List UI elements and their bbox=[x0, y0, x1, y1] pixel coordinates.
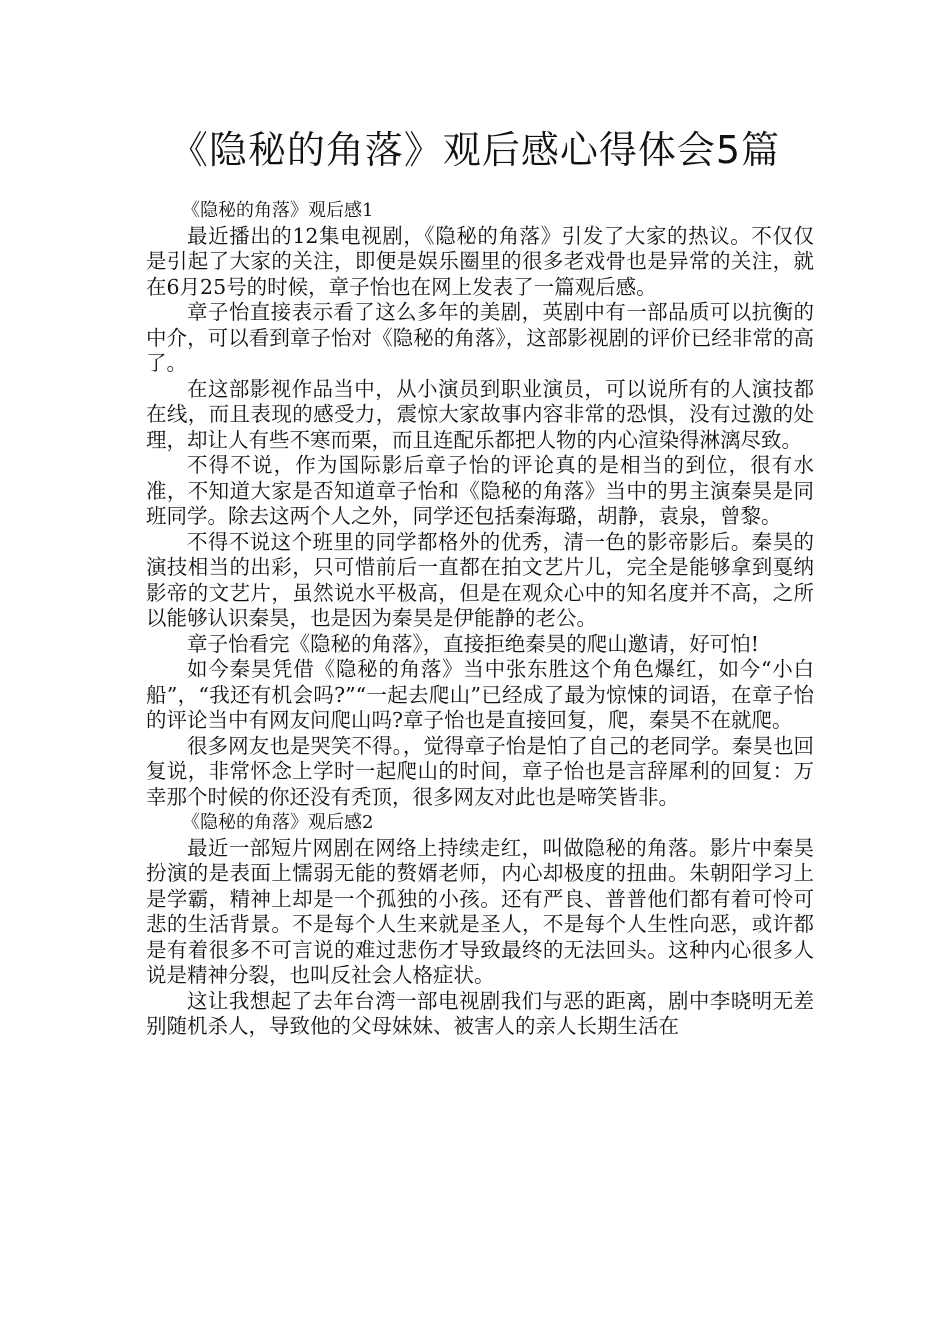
section-heading: 《隐秘的角落》观后感2 bbox=[182, 812, 374, 833]
paragraph: 如今秦昊凭借《隐秘的角落》当中张东胜这个角色爆红，如今“小白船”，“我还有机会吗?”“一起去爬山”已经成了最为惊悚的词语，在章子怡的评论当中有网友问爬山吗?章子怡也是直接回复，爬，秦昊不在就爬。 bbox=[146, 657, 814, 732]
paragraph: 不得不说，作为国际影后章子怡的评论真的是相当的到位，很有水准，不知道大家是否知道章子怡和《隐秘的角落》当中的男主演秦昊是同班同学。除去这两个人之外，同学还包括秦海璐，胡静，袁泉，曾黎。 bbox=[146, 453, 814, 528]
paragraph: 这让我想起了去年台湾一部电视剧我们与恶的距离，剧中李晓明无差别随机杀人，导致他的父母妹妹、被害人的亲人长期生活在 bbox=[146, 988, 814, 1038]
section-heading: 《隐秘的角落》观后感1 bbox=[182, 200, 374, 221]
document-body bbox=[146, 198, 814, 1040]
paragraph: 最近一部短片网剧在网络上持续走红，叫做隐秘的角落。影片中秦昊扮演的是表面上懦弱无能的赘婿老师，内心却极度的扭曲。朱朝阳学习上是学霸，精神上却是一个孤独的小孩。还有严良、普普他们都有着可怜可悲的生活背景。不是每个人生来就是圣人，不是每个人生性向恶，或许都是有着很多不可言说的难过悲伤才导致最终的无法回头。这种内心很多人说是精神分裂，也叫反社会人格症状。 bbox=[146, 835, 814, 987]
paragraph: 不得不说这个班里的同学都格外的优秀，清一色的影帝影后。秦昊的演技相当的出彩，只可惜前后一直都在拍文艺片儿，完全是能够拿到戛纳影帝的文艺片，虽然说水平极高，但是在观众心中的知名度并不高，之所以能够认识秦昊，也是因为秦昊是伊能静的老公。 bbox=[146, 529, 814, 630]
document-title: 《隐秘的角落》观后感心得体会5篇 bbox=[169, 128, 781, 172]
paragraph: 章子怡直接表示看了这么多年的美剧，英剧中有一部品质可以抗衡的中介，可以看到章子怡对《隐秘的角落》，这部影视剧的评价已经非常的高了。 bbox=[146, 300, 814, 375]
paragraph: 在这部影视作品当中，从小演员到职业演员，可以说所有的人演技都在线，而且表现的感受力，震惊大家故事内容非常的恐惧，没有过激的处理，却让人有些不寒而栗，而且连配乐都把人物的内心渲染得淋漓尽致。 bbox=[146, 376, 814, 452]
paragraph: 很多网友也是哭笑不得。，觉得章子怡是怕了自己的老同学。秦昊也回复说，非常怀念上学时一起爬山的时间，章子怡也是言辞犀利的回复：万幸那个时候的你还没有秃顶，很多网友对此也是啼笑皆非。 bbox=[146, 733, 814, 809]
paragraph: 最近播出的12集电视剧，《隐秘的角落》引发了大家的热议。不仅仅是引起了大家的关注，即便是娱乐圈里的很多老戏骨也是异常的关注，就在6月25号的时候，章子怡也在网上发表了一篇观后感。 bbox=[146, 223, 814, 299]
paragraph: 章子怡看完《隐秘的角落》，直接拒绝秦昊的爬山邀请，好可怕! bbox=[187, 631, 759, 656]
